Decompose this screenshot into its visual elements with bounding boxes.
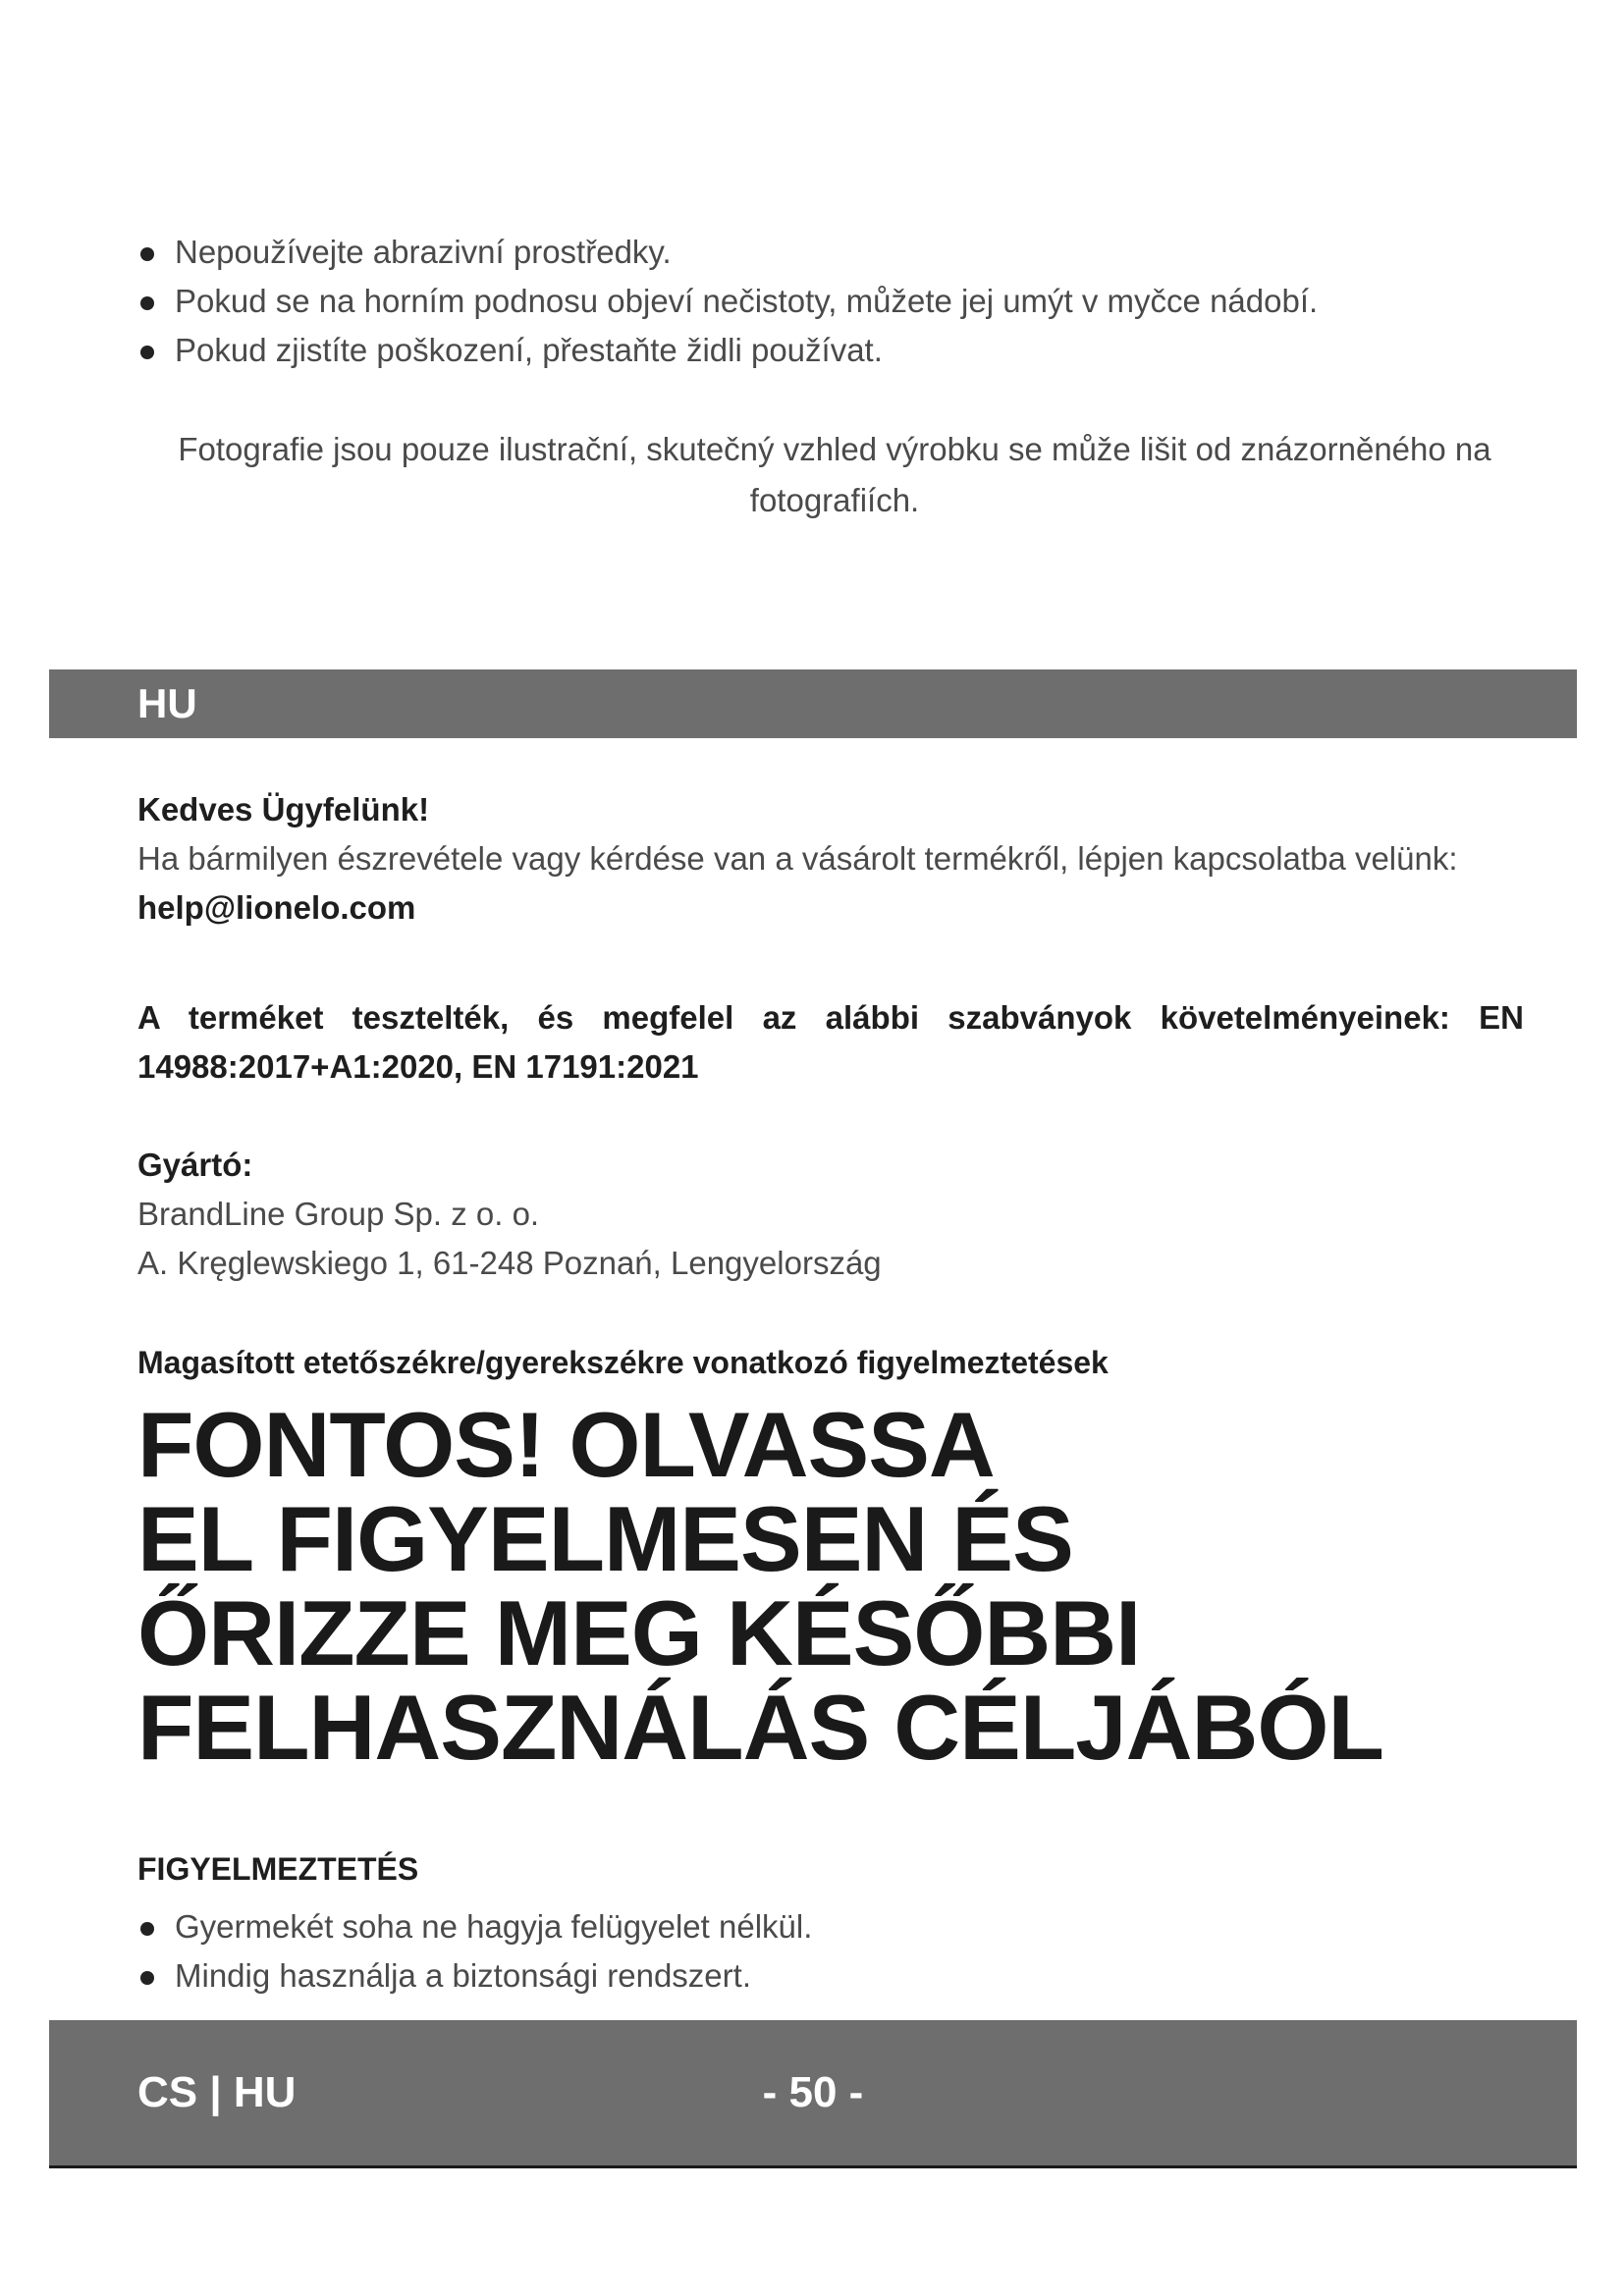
- manufacturer-block: [137, 1141, 1524, 1288]
- photo-disclaimer: Fotografie jsou pouze ilustrační, skutečný vzhled výrobku se může lišit od znázorněného na fotografiích.: [178, 431, 1491, 518]
- title-line: EL FIGYELMESEN ÉS: [137, 1487, 1073, 1590]
- standards-statement: A terméket tesztelték, és megfelel az alábbi szabványok követelményeinek: EN 14988:2017+A1:2020, EN 17191:2021: [137, 999, 1524, 1085]
- footer-divider: [49, 2165, 1577, 2168]
- list-item: Gyermekét soha ne hagyja felügyelet nélkül.: [137, 1902, 1532, 1951]
- cs-care-list: [137, 228, 1532, 375]
- list-item: Mindig használja a biztonsági rendszert.: [137, 1951, 1532, 2001]
- manufacturer-label: Gyártó:: [137, 1147, 253, 1183]
- title-line: FELHASZNÁLÁS CÉLJÁBÓL: [137, 1676, 1383, 1779]
- greeting: Kedves Ügyfelünk!: [137, 791, 430, 828]
- page-number: - 50 -: [762, 2068, 864, 2116]
- important-title: [137, 1393, 1561, 1779]
- manufacturer-address: A. Kręglewskiego 1, 61-248 Poznań, Lengyelország: [137, 1245, 882, 1281]
- warning-list: [137, 1902, 1532, 2001]
- section-header-hu: HU: [49, 669, 1577, 738]
- title-line: ŐRIZZE MEG KÉSŐBBI: [137, 1581, 1141, 1684]
- title-line: FONTOS! OLVASSA: [137, 1393, 995, 1496]
- page-footer: [49, 2020, 1577, 2165]
- warnings-subtitle: Magasított etetőszékre/gyerekszékre vonatkozó figyelmeztetések: [137, 1345, 1109, 1380]
- manufacturer-name: BrandLine Group Sp. z o. o.: [137, 1196, 540, 1232]
- list-item: Pokud se na horním podnosu objeví nečistoty, můžete jej umýt v myčce nádobí.: [137, 277, 1532, 326]
- list-item: Nepoužívejte abrazivní prostředky.: [137, 228, 1532, 277]
- contact-text: Ha bármilyen észrevétele vagy kérdése van a vásárolt termékről, lépjen kapcsolatba velünk:: [137, 840, 1458, 877]
- list-item: Pokud zjistíte poškození, přestaňte židli používat.: [137, 326, 1532, 375]
- warning-heading: FIGYELMEZTETÉS: [137, 1851, 419, 1887]
- contact-block: [137, 785, 1524, 933]
- footer-languages: CS | HU: [137, 2068, 297, 2116]
- contact-email[interactable]: help@lionelo.com: [137, 889, 416, 926]
